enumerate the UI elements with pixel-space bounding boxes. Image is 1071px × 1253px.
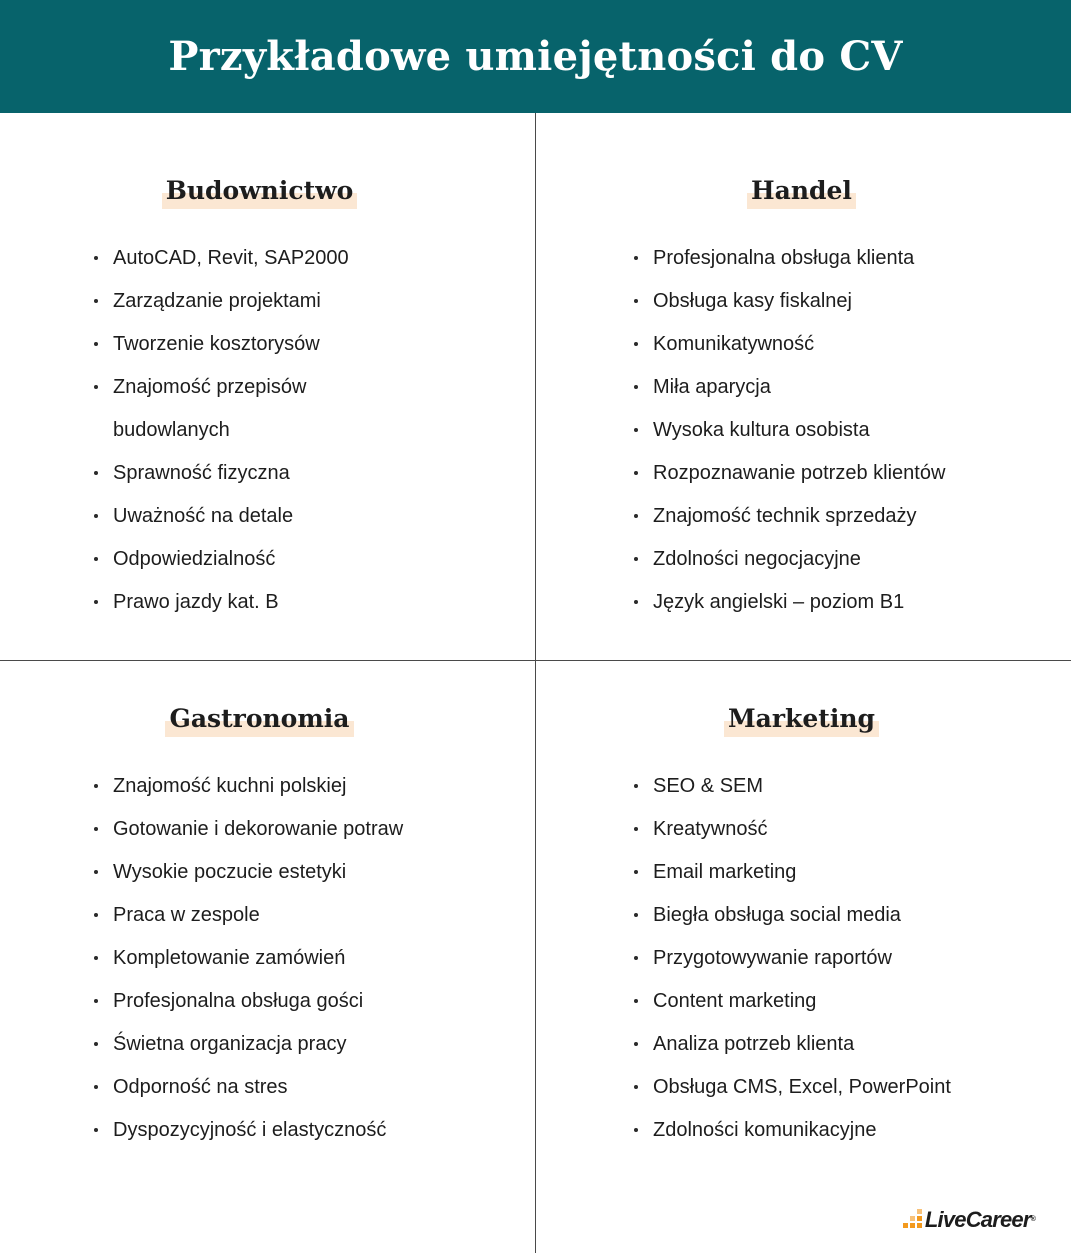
list-item: Biegła obsługa social media <box>633 894 951 937</box>
list-item: Praca w zespole <box>93 894 403 937</box>
section-title: Handel <box>747 173 856 209</box>
list-item: Gotowanie i dekorowanie potraw <box>93 808 403 851</box>
list-item: Wysoka kultura osobista <box>633 409 945 452</box>
section-title: Marketing <box>724 701 879 737</box>
list-item: Znajomość technik sprzedaży <box>633 495 945 538</box>
page-header <box>0 0 1071 113</box>
skills-list <box>633 765 951 1152</box>
list-item: Świetna organizacja pracy <box>93 1023 403 1066</box>
list-item: Uważność na detale <box>93 495 373 538</box>
section-title: Gastronomia <box>165 701 353 737</box>
list-item: Zdolności komunikacyjne <box>633 1109 951 1152</box>
skills-list <box>93 237 373 624</box>
list-item: Profesjonalna obsługa klienta <box>633 237 945 280</box>
list-item: Profesjonalna obsługa gości <box>93 980 403 1023</box>
horizontal-divider <box>0 660 1071 661</box>
list-item: Miła aparycja <box>633 366 945 409</box>
list-item: Dyspozycyjność i elastyczność <box>93 1109 403 1152</box>
list-item: Content marketing <box>633 980 951 1023</box>
list-item: Zarządzanie projektami <box>93 280 373 323</box>
list-item: Język angielski – poziom B1 <box>633 581 945 624</box>
list-item: Zdolności negocjacyjne <box>633 538 945 581</box>
page-title: Przykładowe umiejętności do CV <box>168 33 903 80</box>
section-title: Budownictwo <box>162 173 358 209</box>
list-item: Obsługa kasy fiskalnej <box>633 280 945 323</box>
list-item: SEO & SEM <box>633 765 951 808</box>
list-item: Obsługa CMS, Excel, PowerPoint <box>633 1066 951 1109</box>
list-item: Tworzenie kosztorysów <box>93 323 373 366</box>
list-item: Rozpoznawanie potrzeb klientów <box>633 452 945 495</box>
list-item: Sprawność fizyczna <box>93 452 373 495</box>
livecareer-dots-icon <box>903 1209 922 1228</box>
skills-list <box>93 765 403 1152</box>
list-item: Analiza potrzeb klienta <box>633 1023 951 1066</box>
vertical-divider <box>535 113 536 1253</box>
list-item: Znajomość kuchni polskiej <box>93 765 403 808</box>
list-item: AutoCAD, Revit, SAP2000 <box>93 237 373 280</box>
logo-text: LiveCareer® <box>924 1207 1035 1232</box>
list-item: Prawo jazdy kat. B <box>93 581 373 624</box>
list-item: Komunikatywność <box>633 323 945 366</box>
list-item: Email marketing <box>633 851 951 894</box>
registered-mark: ® <box>1030 1216 1035 1223</box>
list-item: Kreatywność <box>633 808 951 851</box>
list-item: Odporność na stres <box>93 1066 403 1109</box>
livecareer-logo[interactable] <box>903 1209 1035 1231</box>
list-item: Wysokie poczucie estetyki <box>93 851 403 894</box>
skills-list <box>633 237 945 624</box>
list-item: Odpowiedzialność <box>93 538 373 581</box>
list-item: Przygotowywanie raportów <box>633 937 951 980</box>
list-item: Znajomość przepisów budowlanych <box>93 366 373 452</box>
list-item: Kompletowanie zamówień <box>93 937 403 980</box>
